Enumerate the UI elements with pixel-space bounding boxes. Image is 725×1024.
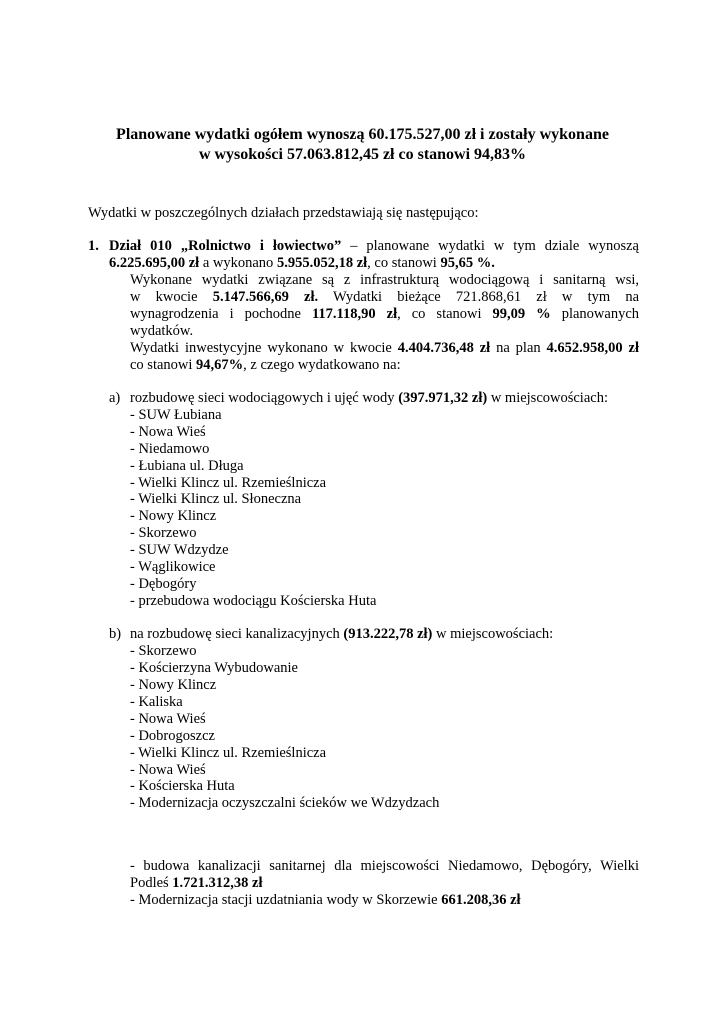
list-item: - SUW Łubiana bbox=[130, 407, 222, 423]
list-item: - Łubiana ul. Długa bbox=[130, 458, 244, 474]
executed-amount: 5.955.052,18 zł bbox=[276, 255, 368, 271]
paragraph-line: wynagrodzenia i pochodne 117.118,90 zł, co stanowi 99,09 % planowanych bbox=[130, 306, 639, 322]
paragraph-line: co stanowi 94,67%, z czego wydatkowano na: bbox=[130, 357, 401, 373]
sewer-amount: 1.721.312,38 zł bbox=[172, 875, 263, 891]
item-b-heading: na rozbudowę sieci kanalizacyjnych (913.222,78 zł) w miejscowościach: bbox=[130, 626, 554, 642]
list-item: - Dębogóry bbox=[130, 576, 197, 592]
list-item: - Nowa Wieś bbox=[130, 762, 206, 778]
executed-percent: 95,65 %. bbox=[440, 255, 495, 271]
list-item: - Wielki Klincz ul. Słoneczna bbox=[130, 491, 302, 507]
paragraph-line: wydatków. bbox=[130, 323, 194, 339]
investment-executed: 4.404.736,48 zł bbox=[397, 340, 491, 356]
investment-planned: 4.652.958,00 zł bbox=[546, 340, 640, 356]
list-item: - Nowy Klincz bbox=[130, 677, 217, 693]
section-heading: Dział 010 „Rolnictwo i łowiectwo” bbox=[109, 238, 342, 254]
list-item: - Wąglikowice bbox=[130, 559, 216, 575]
list-item: - Nowa Wieś bbox=[130, 424, 206, 440]
list-item: - Wielki Klincz ul. Rzemieślnicza bbox=[130, 745, 327, 761]
bottom-line: Podleś 1.721.312,38 zł bbox=[130, 875, 263, 891]
section-summary-line: 6.225.695,00 zł a wykonano 5.955.052,18 zł, co stanowi 95,65 %. bbox=[109, 255, 495, 271]
list-item: - Skorzewo bbox=[130, 525, 197, 541]
list-item: - Wielki Klincz ul. Rzemieślnicza bbox=[130, 475, 327, 491]
wages-percent: 99,09 % bbox=[492, 306, 551, 322]
investment-percent: 94,67% bbox=[196, 357, 244, 373]
item-a-heading: rozbudowę sieci wodociągowych i ujęć wody (397.971,32 zł) w miejscowościach: bbox=[130, 390, 608, 406]
paragraph-line: Wykonane wydatki związane są z infrastrukturą wodociągową i sanitarną wsi, bbox=[130, 272, 639, 288]
water-station-amount: 661.208,36 zł bbox=[441, 892, 521, 908]
paragraph-line: w kwocie 5.147.566,69 zł. Wydatki bieżące 721.868,61 zł w tym na bbox=[130, 289, 640, 305]
planned-amount: 6.225.695,00 zł bbox=[109, 255, 200, 271]
paragraph-line: Wydatki inwestycyjne wykonano w kwocie 4.404.736,48 zł na plan 4.652.958,00 zł bbox=[130, 340, 640, 356]
title-line-2: w wysokości 57.063.812,45 zł co stanowi 94,83% bbox=[198, 146, 527, 163]
item-a-amount: (397.971,32 zł) bbox=[398, 390, 488, 406]
list-item: - przebudowa wodociągu Kościerska Huta bbox=[130, 593, 377, 609]
list-item: - Nowy Klincz bbox=[130, 508, 217, 524]
title-line-1: Planowane wydatki ogółem wynoszą 60.175.527,00 zł i zostały wykonane bbox=[116, 126, 609, 143]
list-item: - Kaliska bbox=[130, 694, 183, 710]
wages-amount: 117.118,90 zł bbox=[311, 306, 398, 322]
bottom-line: - Modernizacja stacji uzdatniania wody w Skorzewie 661.208,36 zł bbox=[130, 892, 521, 908]
list-item: - Kościerzyna Wybudowanie bbox=[130, 660, 298, 676]
item-a-marker: a) bbox=[109, 390, 121, 406]
item-b-amount: (913.222,78 zł) bbox=[343, 626, 433, 642]
infrastructure-amount: 5.147.566,69 zł. bbox=[212, 289, 319, 305]
intro-text: Wydatki w poszczególnych działach przedstawiają się następująco: bbox=[88, 205, 479, 221]
list-item: - Dobrogoszcz bbox=[130, 728, 215, 744]
list-item: - Modernizacja oczyszczalni ścieków we Wdzydzach bbox=[130, 795, 440, 811]
section-heading-line: Dział 010 „Rolnictwo i łowiectwo” – planowane wydatki w tym dziale wynoszą bbox=[109, 238, 639, 254]
item-b-marker: b) bbox=[109, 626, 122, 642]
list-item: - Kościerska Huta bbox=[130, 778, 235, 794]
list-item: - Nowa Wieś bbox=[130, 711, 206, 727]
list-item: - Niedamowo bbox=[130, 441, 210, 457]
list-item: - Skorzewo bbox=[130, 643, 197, 659]
list-item: - SUW Wdzydze bbox=[130, 542, 229, 558]
section-number: 1. bbox=[88, 238, 99, 254]
bottom-line: - budowa kanalizacji sanitarnej dla miejscowości Niedamowo, Dębogóry, Wielki bbox=[130, 858, 639, 874]
